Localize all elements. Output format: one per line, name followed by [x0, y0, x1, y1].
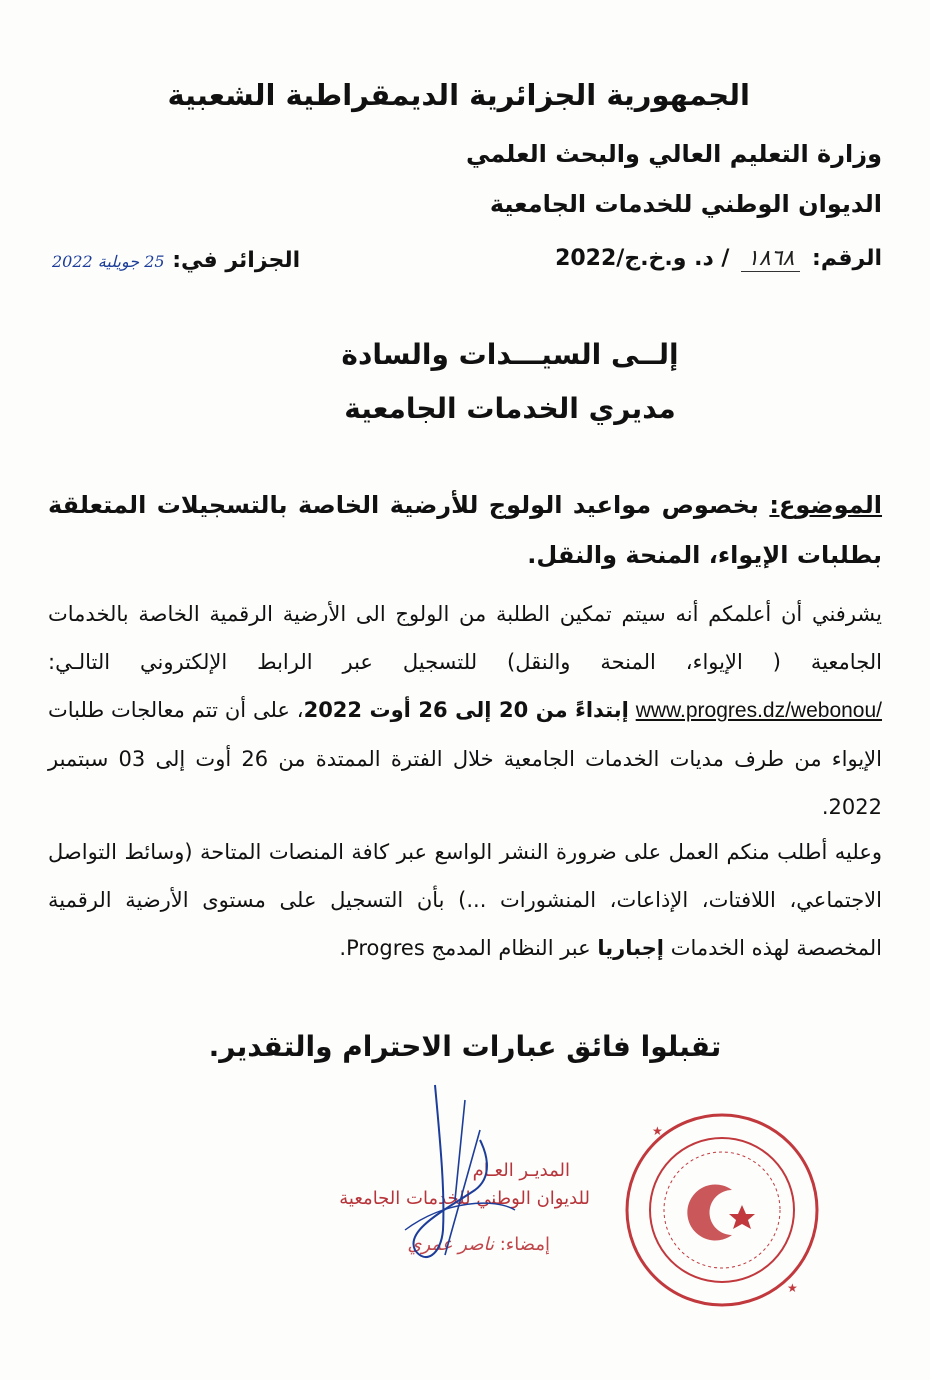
reference-number [555, 246, 882, 272]
subject [48, 480, 882, 580]
place-date-label: الجزائر في: [172, 248, 301, 273]
ministry-name: وزارة التعليم العالي والبحث العلمي [465, 140, 882, 168]
handwritten-signature-icon [385, 1080, 525, 1280]
subject-text: بخصوص مواعيد الولوج للأرضية الخاصة بالتسجيلات المتعلقة بطلبات الإيواء، المنحة والنقل. [48, 491, 882, 569]
signatory-org: للديوان الوطني للخدمات الجامعية [339, 1188, 590, 1209]
registration-url-link[interactable]: www.progres.dz/webonou/ [635, 699, 883, 722]
p2-text-a: وعليه أطلب منكم العمل على ضرورة النشر الواسع عبر كافة المنصات المتاحة (وسائط التواصل الاجتماعي، اللافتات، الإذاعات، المنشورات ...) بأن التسجيل على مستوى الأرضية الرقمية المخصصة لهذه الخدمات [48, 840, 882, 960]
p1-text-a: يشرفني أن أعلمكم أنه سيتم تمكين الطلبة من الولوج الى الأرضية الرقمية الخاصة بالخدمات الجامعية ( الإيواء، المنحة والنقل) للتسجيل عبر الرابط الإلكتروني التالـي: [48, 602, 882, 674]
official-stamp-icon [622, 1110, 822, 1310]
reference-suffix: / د. و.خ.ج/2022 [555, 246, 730, 271]
svg-text:★: ★ [652, 1124, 663, 1138]
signatory-title: المديـر العـام [472, 1160, 570, 1181]
reference-handwritten-number: ١٨٦٨ [741, 246, 800, 272]
p1-text-c: ، على أن تتم معالجات طلبات الإيواء من طرف مديات الخدمات الجامعية خلال الفترة الممتدة من 26 أوت إلى 03 سبتمبر 2022. [48, 698, 882, 819]
subject-label: الموضوع: [769, 491, 883, 519]
body-paragraph-1 [48, 590, 882, 831]
svg-text:★: ★ [787, 1281, 798, 1295]
body-paragraph-2 [48, 828, 882, 972]
addressee-line-1: إلــى السيـــدات والسادة [341, 338, 679, 371]
closing-line: تقبلوا فائق عبارات الاحترام والتقدير. [208, 1030, 722, 1063]
place-date [48, 248, 300, 273]
handwritten-date: 25 جويلية 2022 [52, 252, 165, 271]
country-title: الجمهورية الجزائرية الديمقراطية الشعبية [167, 78, 750, 112]
reference-label: الرقم: [812, 246, 882, 271]
office-name: الديوان الوطني للخدمات الجامعية [489, 190, 882, 218]
p1-dates: إبتداءً من 20 إلى 26 أوت 2022 [303, 698, 629, 722]
signed-label: إمضاء: [499, 1234, 550, 1255]
p2-text-c: عبر النظام المدمج Progres. [339, 936, 591, 960]
p2-mandatory: إجباريا [597, 936, 665, 960]
addressee-line-2: مديري الخدمات الجامعية [344, 392, 676, 425]
signed-name: ناصر عمري [407, 1234, 494, 1255]
